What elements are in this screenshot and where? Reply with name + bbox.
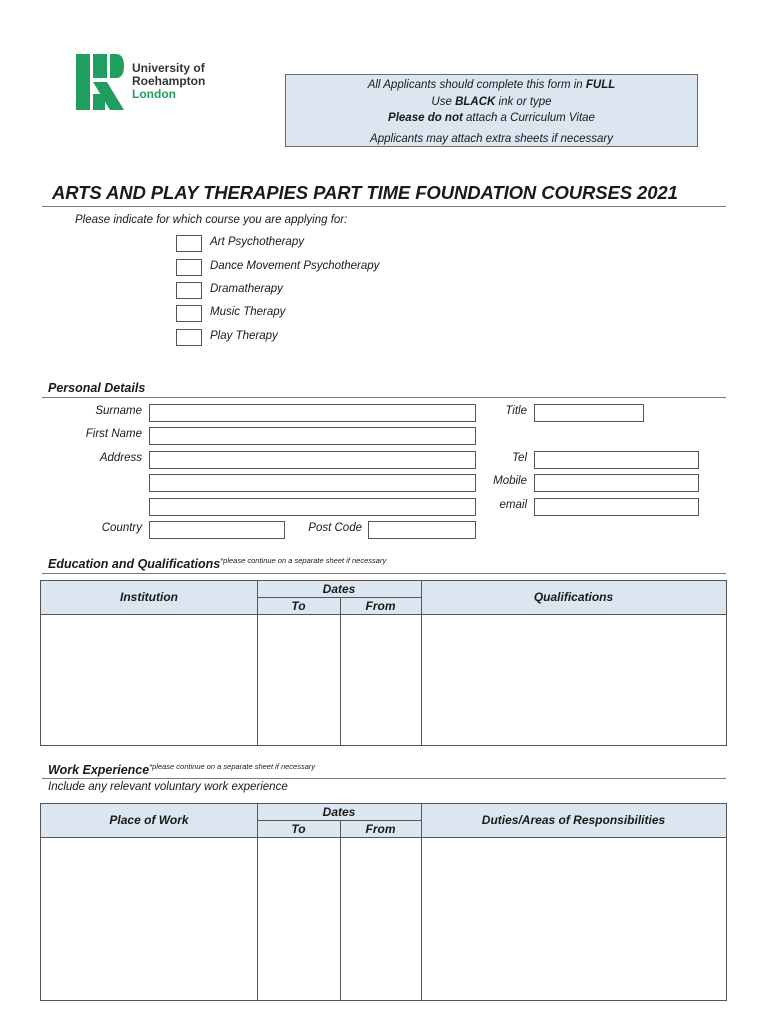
country-field[interactable] (149, 521, 285, 539)
country-label: Country (101, 522, 142, 534)
tel-label: Tel (512, 452, 527, 464)
mobile-label: Mobile (493, 475, 527, 487)
education-col-qualifications: Qualifications (533, 590, 614, 604)
course-option-art-psychotherapy[interactable]: Art Psychotherapy (176, 235, 436, 253)
title-label: Title (505, 405, 527, 417)
work-col-duties: Duties/Areas of Responsibilities (481, 813, 666, 827)
email-label: email (499, 499, 527, 511)
course-prompt: Please indicate for which course you are applying for: (75, 214, 348, 226)
work-experience-rule (42, 778, 726, 779)
first-name-field[interactable] (149, 427, 476, 445)
mobile-field[interactable] (534, 474, 699, 492)
instructions-box: All Applicants should complete this form in FULL Use BLACK ink or type Please do not attach a Curriculum Vitae Applicants may attach extra sheets if necessary (285, 74, 698, 147)
course-option-play-therapy[interactable]: Play Therapy (176, 329, 436, 347)
education-col-to: To (291, 599, 306, 613)
first-name-label: First Name (85, 428, 142, 440)
title-rule (42, 206, 726, 207)
work-col-to: To (291, 822, 306, 836)
university-logo-icon (76, 54, 124, 110)
education-col-institution: Institution (120, 590, 178, 604)
work-col-from: From (365, 822, 396, 836)
email-field[interactable] (534, 498, 699, 516)
personal-details-heading: Personal Details (48, 381, 146, 395)
course-checkbox[interactable] (176, 235, 202, 252)
address-field-line2[interactable] (149, 474, 476, 492)
tel-field[interactable] (534, 451, 699, 469)
post-code-label: Post Code (308, 522, 362, 534)
address-label: Address (99, 452, 142, 464)
address-field-line3[interactable] (149, 498, 476, 516)
work-col-dates: Dates (322, 805, 356, 819)
education-col-from: From (365, 599, 396, 613)
work-table-body[interactable] (41, 838, 726, 1000)
course-checkbox[interactable] (176, 259, 202, 276)
surname-label: Surname (95, 405, 142, 417)
course-option-music-therapy[interactable]: Music Therapy (176, 305, 436, 323)
education-table (40, 580, 727, 746)
address-field-line1[interactable] (149, 451, 476, 469)
course-checkbox[interactable] (176, 329, 202, 346)
course-checkbox[interactable] (176, 282, 202, 299)
form-title: ARTS AND PLAY THERAPIES PART TIME FOUNDATION COURSES 2021 (52, 182, 678, 203)
title-field[interactable] (534, 404, 644, 422)
work-experience-subheading: Include any relevant voluntary work experience (48, 781, 288, 793)
education-heading: Education and Qualifications$^{*please continue on a separate sheet if necessary}$ (48, 556, 387, 571)
course-option-dance-movement[interactable]: Dance Movement Psychotherapy (176, 259, 436, 277)
university-name: University of Roehampton London (132, 61, 206, 101)
course-checkbox[interactable] (176, 305, 202, 322)
education-col-dates: Dates (322, 582, 356, 596)
personal-details-rule (42, 397, 726, 398)
work-col-place: Place of Work (109, 813, 189, 827)
surname-field[interactable] (149, 404, 476, 422)
post-code-field[interactable] (368, 521, 476, 539)
education-rule (42, 573, 726, 574)
work-experience-heading: Work Experience$^{*please continue on a separate sheet if necessary}$ (48, 762, 316, 777)
course-option-dramatherapy[interactable]: Dramatherapy (176, 282, 436, 300)
work-experience-table (40, 803, 727, 1001)
education-table-body[interactable] (41, 615, 726, 745)
